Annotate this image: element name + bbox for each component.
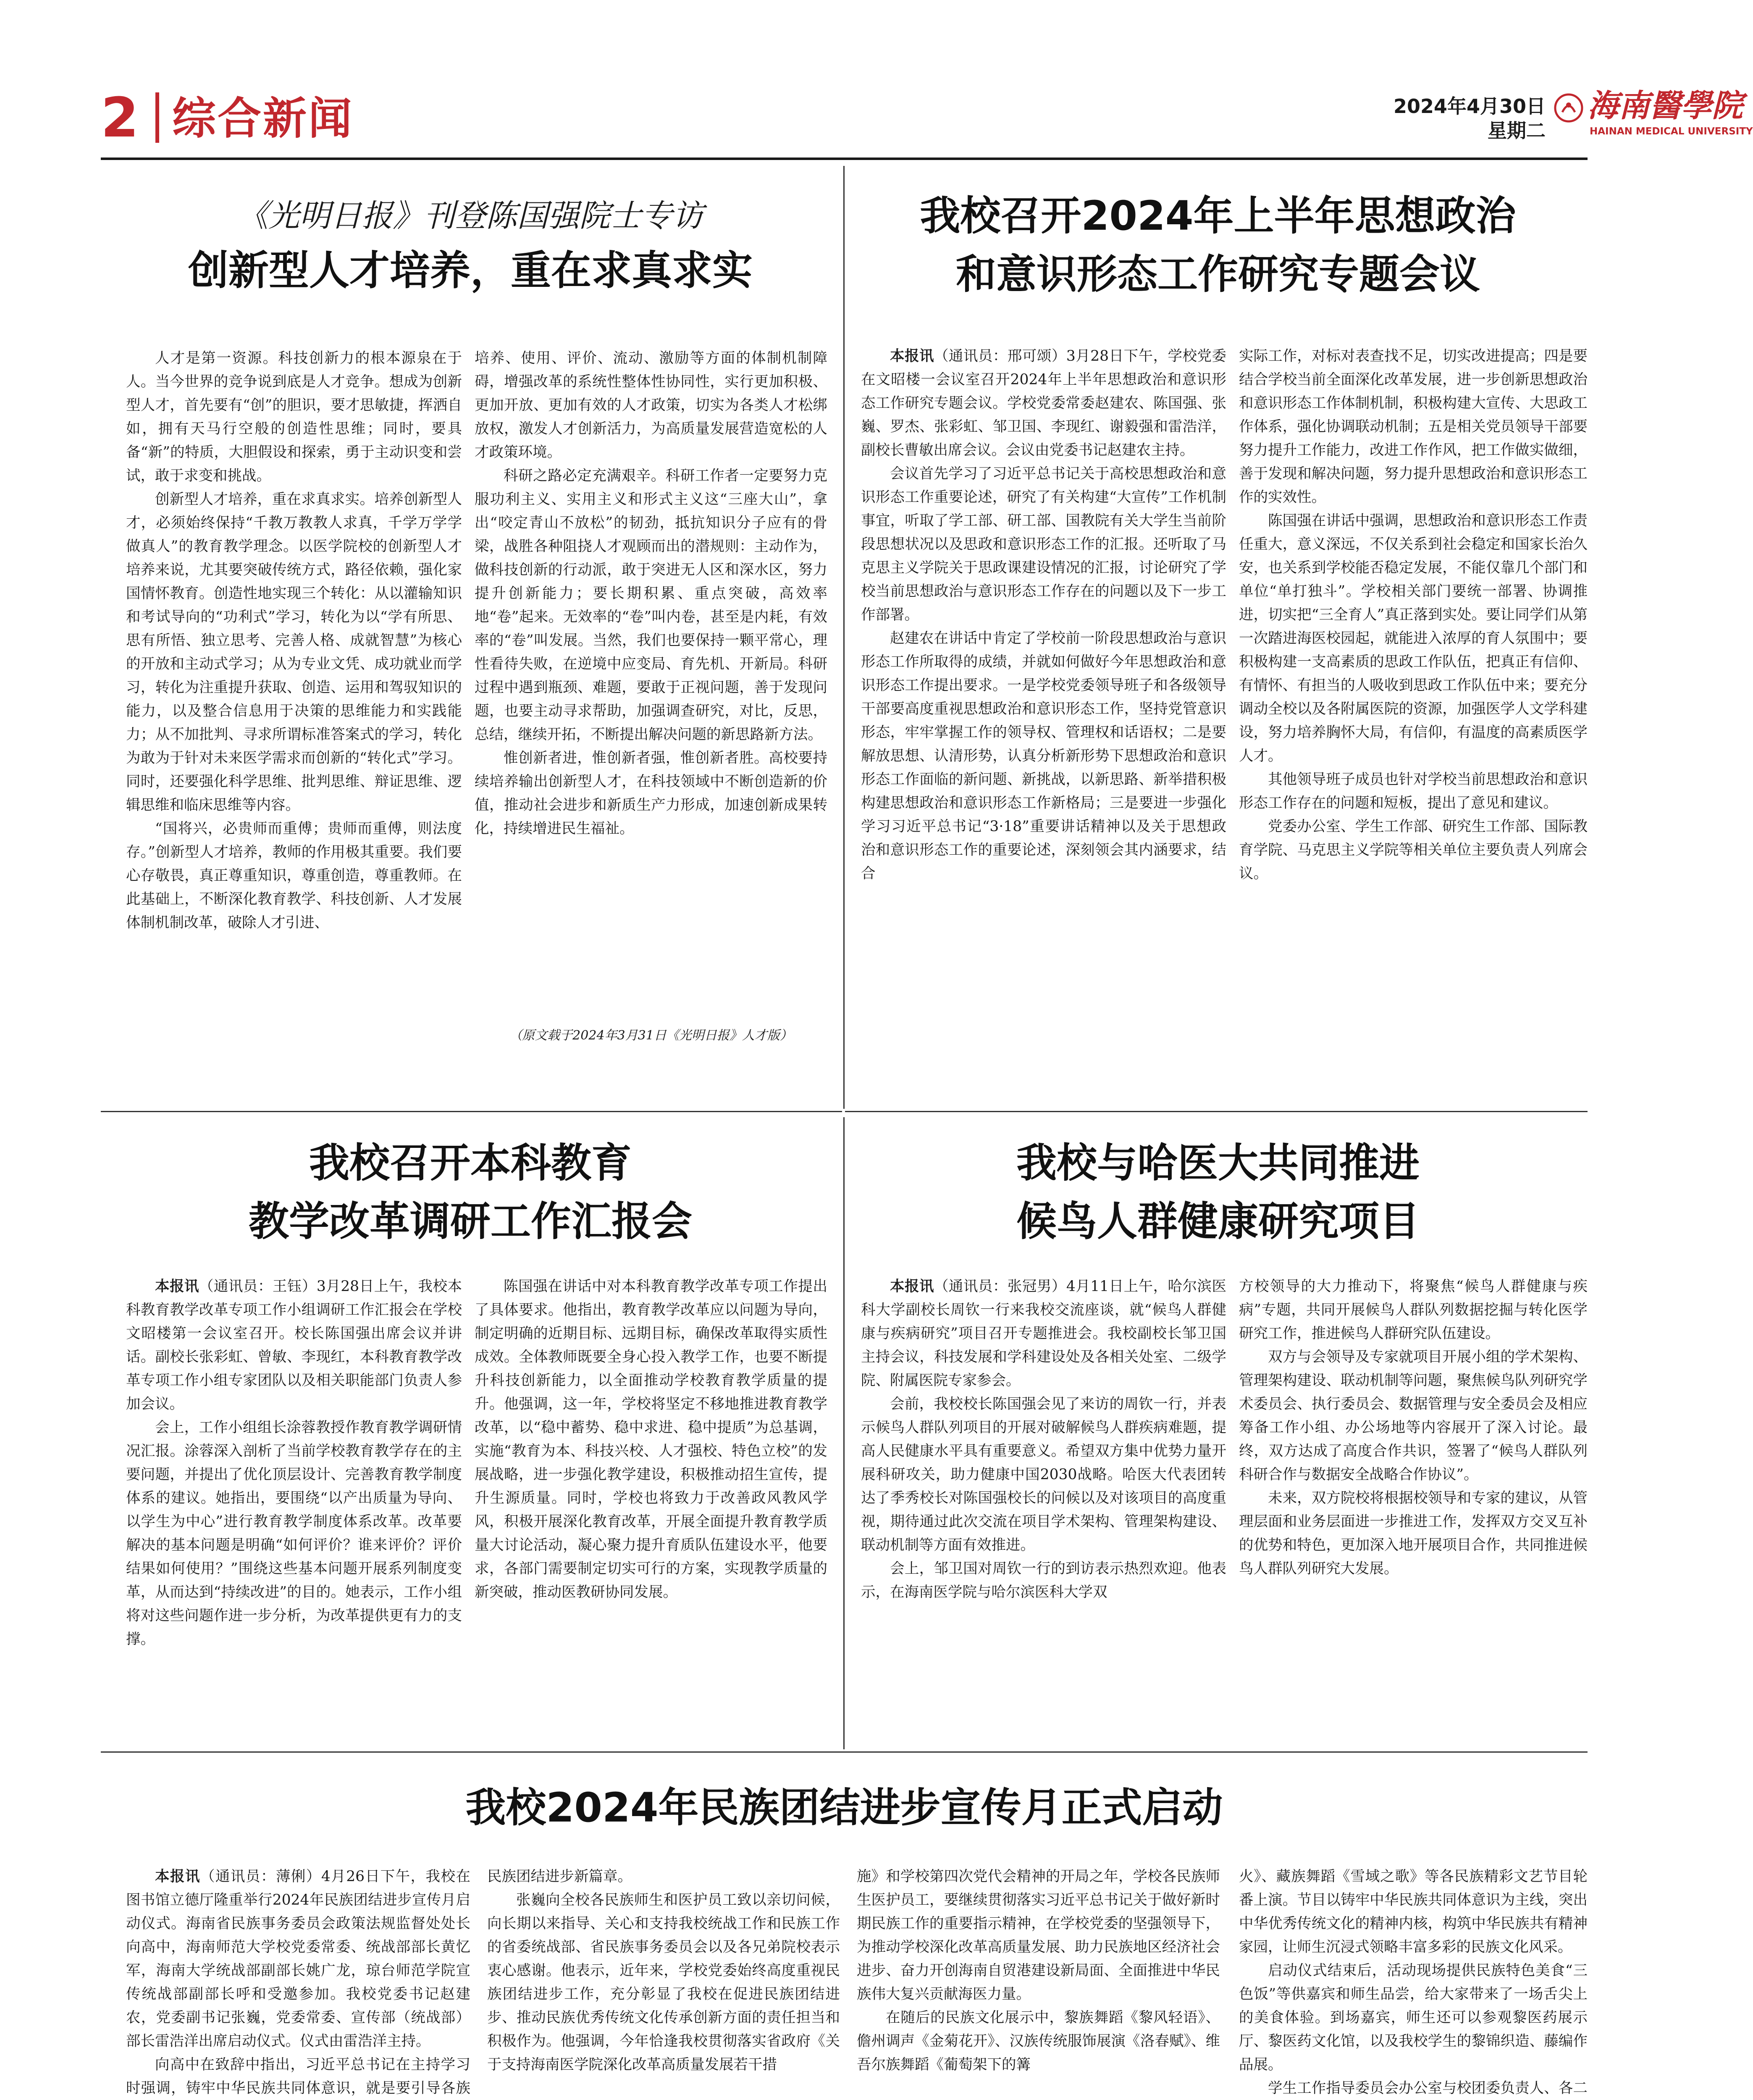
paragraph: 在随后的民族文化展示中，黎族舞蹈《黎风轻语》、儋州调声《金菊花开》、汉族传统服饰展演《洛春赋》、维吾尔族舞蹈《葡萄架下的篝 xyxy=(857,2009,1220,2073)
article2-column-2 xyxy=(1239,344,1588,1075)
paragraph: 实际工作，对标对表查找不足，切实改进提高；四是要结合学校当前全面深化改革发展，进一步创新思想政治和意识形态工作体制机制，积极构建大宣传、大思政工作体系，强化协调联动机制；五是相关党员领导干部要努力提升工作能力，改进工作作风，把工作做实做细，善于发现和解决问题，努力提升思想政治和意识形态工作的实效性。 xyxy=(1239,348,1588,506)
article3-title xyxy=(109,1134,832,1251)
weekday-text: 星期二 xyxy=(1488,119,1546,142)
paragraph: 民族团结进步新篇章。 xyxy=(487,1868,632,1885)
reporter: （通讯员：薄俐） xyxy=(200,1868,321,1885)
section-divider-2 xyxy=(845,1111,1588,1112)
paragraph: 人才是第一资源。科技创新力的根本源泉在于人。当今世界的竞争说到底是人才竞争。想成为创新型人才，首先要有“创”的胆识，要才思敏捷，挥洒自如，拥有天马行空般的创造性思维；同时，要具备“新”的特质，大胆假设和探索，勇于主动识变和尝试，敢于求变和挑战。 xyxy=(126,350,462,484)
issue-date xyxy=(1336,94,1546,143)
article3-column-2 xyxy=(475,1275,827,1741)
article4-title-line1: 我校与哈医大共同推进 xyxy=(1016,1139,1420,1186)
article2-column-1 xyxy=(861,344,1226,1075)
paragraph: 火》、藏族舞蹈《雪域之歌》等各民族精彩文艺节目轮番上演。节目以铸牢中华民族共同体意识为主线，突出中华优秀传统文化的精神内核，构筑中华民族共有精神家园，让师生沉浸式领略丰富多彩的民族文化风采。 xyxy=(1239,1868,1588,1956)
paragraph: 党委办公室、学生工作部、研究生工作部、国际教育学院、马克思主义学院等相关单位主要负责人列席会议。 xyxy=(1239,818,1588,882)
paragraph: 惟创新者进，惟创新者强，惟创新者胜。高校要持续培养输出创新型人才，在科技领域中不断创造新的价值，推动社会进步和新质生产力形成，加速创新成果转化，持续增进民生福祉。 xyxy=(475,750,827,837)
column-divider-middle xyxy=(843,1117,845,1749)
byline: 本报讯 xyxy=(155,1868,200,1885)
article4-title xyxy=(857,1134,1579,1251)
section-title: 综合新闻 xyxy=(172,93,354,144)
paragraph: 会上，工作小组组长涂蓉教授作教育教学调研情况汇报。涂蓉深入剖析了当前学校教育教学存在的主要问题，并提出了优化顶层设计、完善教育教学制度体系的建议。她指出，要围绕“以产出质量为导向、以学生为中心”进行教育教学制度体系改革。改革要解决的基本问题是明确“如何评价？谁来评价？评价结果如何使用？”围绕这些基本问题开展系列制度变革，从而达到“持续改进”的目的。她表示，工作小组将对这些问题作进一步分析，为改革提供更有力的支撑。 xyxy=(126,1419,462,1648)
page-number: 2 xyxy=(101,86,139,150)
paragraph: 其他领导班子成员也针对学校当前思想政治和意识形态工作存在的问题和短板，提出了意见和建议。 xyxy=(1239,771,1588,811)
article1-source-note: （原文载于2024年3月31日《光明日报》人才版） xyxy=(509,1028,793,1043)
byline: 本报讯 xyxy=(890,1278,934,1295)
paragraph: 创新型人才培养，重在求真求实。培养创新型人才，必须始终保持“千教万教教人求真，千学万学学做真人”的教育教学理念。以医学院校的创新型人才培养来说，尤其要突破传统方式，路径依赖，强化家国情怀教育。创造性地实现三个转化：从以灌输知识和考试导向的“功利式”学习，转化为以“学有所思、思有所悟、独立思考、完善人格、成就智慧”为核心的开放和主动式学习；从为专业文凭、成功就业而学习，转化为注重提升获取、创造、运用和驾驭知识的能力，以及整合信息用于决策的思维能力和实践能力；从不加批判、寻求所谓标准答案式的学习，转化为敢为于针对未来医学需求而创新的“转化式”学习。同时，还要强化科学思维、批判思维、辩证思维、逻辑思维和临床思维等内容。 xyxy=(126,491,462,814)
article4-column-2 xyxy=(1239,1275,1588,1741)
column-divider-top xyxy=(843,166,845,1109)
school-name-en: HAINAN MEDICAL UNIVERSITY xyxy=(1590,126,1753,137)
article2-title xyxy=(857,187,1579,304)
masthead-rule xyxy=(101,158,1588,160)
paragraph: 本报讯（通讯员：薄俐）4月26日下午，我校在图书馆立德厅隆重举行2024年民族团结进步宣传月启动仪式。海南省民族事务委员会政策法规监督处处长向高中，海南师范大学校党委常委、统战部部长黄忆军，海南大学统战部副部长姚广龙，琼台师范学院宣传统战部副部长呼和受邀参加。我校党委书记赵建农，党委副书记张巍，党委常委、宣传部（统战部）部长雷浩洋出席启动仪式。仪式由雷浩洋主持。 xyxy=(126,1868,470,2050)
article3-title-line1: 我校召开本科教育 xyxy=(309,1139,632,1186)
masthead-divider xyxy=(155,92,159,143)
paragraph: “国将兴，必贵师而重傅；贵师而重傅，则法度存。”创新型人才培养，教师的作用极其重要。我们要心存敬畏，真正尊重知识，尊重创造，尊重教师。在此基础上，不断深化教育教学、科技创新、人才发展体制机制改革，破除人才引进、 xyxy=(126,820,462,931)
paragraph: 双方与会领导及专家就项目开展小组的学术架构、管理架构建设、联动机制等问题，聚焦候鸟队列研究学术委员会、执行委员会、数据管理与安全委员会及相应筹备工作小组、办公场地等内容展开了深入讨论。最终，双方达成了高度合作共识，签署了“候鸟人群队列科研合作与数据安全战略合作协议”。 xyxy=(1239,1349,1588,1483)
article4-title-line2: 候鸟人群健康研究项目 xyxy=(1016,1198,1420,1245)
article2-title-line2: 和意识形态工作研究专题会议 xyxy=(956,251,1480,298)
article1-title: 创新型人才培养，重在求真求实 xyxy=(188,247,753,294)
school-logo-icon xyxy=(1554,93,1583,123)
article1-kicker: 《光明日报》刊登陈国强院士专访 xyxy=(237,198,703,234)
school-name: 海南醫學院 xyxy=(1588,88,1743,124)
reporter: （通讯员：邢可颂） xyxy=(934,348,1066,365)
paragraph: 会前，我校校长陈国强会见了来访的周钦一行，并表示候鸟人群队列项目的开展对破解候鸟人群疾病难题，提高人民健康水平具有重要意义。希望双方集中优势力量开展科研攻关，助力健康中国2030战略。哈医大代表团转达了季秀校长对陈国强校长的问候以及对该项目的高度重视，期待通过此次交流在项目学术架构、管理架构建设、联动机制等方面有效推进。 xyxy=(861,1396,1226,1554)
paragraph: 会上，邹卫国对周钦一行的到访表示热烈欢迎。他表示，在海南医学院与哈尔滨医科大学双 xyxy=(861,1560,1226,1601)
reporter: （通讯员：王钰） xyxy=(199,1278,317,1295)
paragraph: 陈国强在讲话中强调，思想政治和意识形态工作责任重大，意义深远，不仅关系到社会稳定和国家长治久安，也关系到学校能否稳定发展，不能仅靠几个部门和单位“单打独斗”。学校相关部门要统一部署、协调推进，切实把“三全育人”真正落到实处。要让同学们从第一次踏进海医校园起，就能进入浓厚的育人氛围中；要积极构建一支高素质的思政工作队伍，把真正有信仰、有情怀、有担当的人吸收到思政工作队伍中来；要充分调动全校以及各附属医院的资源，加强医学人文学科建设，努力培养胸怀大局，有信仰，有温度的高素质医学人才。 xyxy=(1239,512,1588,764)
paragraph: 科研之路必定充满艰辛。科研工作者一定要努力克服功利主义、实用主义和形式主义这“三座大山”，拿出“咬定青山不放松”的韧劲，抵抗知识分子应有的骨梁，战胜各种阻挠人才观顾而出的潜规则：主动作为，做科技创新的行动派，敢于突进无人区和深水区，努力提升创新能力；要长期积累、重点突破，高效率地“卷”起来。无效率的“卷”叫内卷，甚至是内耗，有效率的“卷”叫发展。当然，我们也要保持一颗平常心，理性看待失败，在逆境中应变局、育先机、开新局。科研过程中遇到瓶颈、难题，要敢于正视问题，善于发现问题，也要主动寻求帮助，加强调查研究，对比，反思，总结，继续开拓，不断提出解决问题的新思路新方法。 xyxy=(475,467,827,743)
article3-title-line2: 教学改革调研工作汇报会 xyxy=(249,1198,692,1245)
section-divider-3 xyxy=(101,1751,1588,1753)
paragraph: 学生工作指导委员会办公室与校团委负责人、各二 xyxy=(1268,2080,1588,2097)
paragraph: 本报讯（通讯员：张冠男）4月11日上午，哈尔滨医科大学副校长周钦一行来我校交流座谈，就“候鸟人群健康与疾病研究”项目召开专题推进会。我校副校长邹卫国主持会议，科技发展和学科建设处及各相关处室、二级学院、附属医院专家参会。 xyxy=(861,1278,1226,1389)
paragraph: 未来，双方院校将根据校领导和专家的建议，从管理层面和业务层面进一步推进工作，发挥双方交叉互补的优势和特色，更加深入地开展项目合作，共同推进候鸟人群队列研究大发展。 xyxy=(1239,1490,1588,1577)
paragraph: 赵建农在讲话中肯定了学校前一阶段思想政治与意识形态工作所取得的成绩，并就如何做好今年思想政治和意识形态工作提出要求。一是学校党委领导班子和各级领导干部要高度重视思想政治和意识形态工作，坚持党管意识形态，牢牢掌握工作的领导权、管理权和话语权；二是要解放思想、认清形势，认真分析新形势下思想政治和意识形态工作面临的新问题、新挑战，以新思路、新举措积极构建思想政治和意识形态工作新格局；三是要进一步强化学习习近平总书记“3·18”重要讲话精神以及关于思想政治和意识形态工作的重要论述，深刻领会其内涵要求，结合 xyxy=(861,630,1226,882)
section-divider-1 xyxy=(101,1111,842,1112)
paragraph: 陈国强在讲话中对本科教育教学改革专项工作提出了具体要求。他指出，教育教学改革应以问题为导向，制定明确的近期目标、远期目标，确保改革取得实质性成效。全体教师既要全身心投入教学工作，也要不断提升科技创新能力，以全面推动学校教育教学质量的提升。他强调，这一年，学校将坚定不移地推进教育教学改革，以“稳中蓄势、稳中求进、稳中提质”为总基调，实施“教育为本、科技兴校、人才强校、特色立校”的发展战略，进一步强化教学建设，积极推动招生宣传，提升生源质量。同时，学校也将致力于改善政风教风学风，积极开展深化教育改革，开展全面提升教育教学质量大讨论活动，凝心聚力提升育质队伍建设水平，他要求，各部门需要制定切实可行的方案，实现教学质量的新突破，推动医教研协同发展。 xyxy=(475,1278,827,1601)
paragraph: 方校领导的大力推动下，将聚焦“候鸟人群健康与疾病”专题，共同开展候鸟人群队列数据挖掘与转化医学研究工作，推进候鸟人群研究队伍建设。 xyxy=(1239,1278,1588,1342)
paragraph: 张巍向全校各民族师生和医护员工致以亲切问候，向长期以来指导、关心和支持我校统战工作和民族工作的省委统战部、省民族事务委员会以及各兄弟院校表示衷心感谢。他表示，近年来，学校党委始终高度重视民族团结进步工作，充分彰显了我校在促进民族团结进步、推动民族优秀传统文化传承创新方面的责任担当和积极作为。他强调，今年恰逢我校贯彻落实省政府《关于支持海南医学院深化改革高质量发展若干措 xyxy=(487,1892,840,2073)
article1-column-1 xyxy=(126,346,462,1042)
article5-column-2 xyxy=(487,1865,840,2100)
paragraph: 本报讯（通讯员：王钰）3月28日上午，我校本科教育教学改革专项工作小组调研工作汇报会在学校文昭楼第一会议室召开。校长陈国强出席会议并讲话。副校长张彩虹、曾敏、李现红，本科教育教学改革专项工作小组专家团队以及相关职能部门负责人参加会议。 xyxy=(126,1278,462,1412)
article5-column-1 xyxy=(126,1865,470,2100)
paragraph: 培养、使用、评价、流动、激励等方面的体制机制障碍，增强改革的系统性整体性协同性，实行更加积极、更加开放、更加有效的人才政策，切实为各类人才松绑放权，激发人才创新活力，为高质量发展营造宽松的人才政策环境。 xyxy=(475,350,827,461)
reporter: （通讯员：张冠男） xyxy=(934,1278,1066,1295)
byline: 本报讯 xyxy=(890,348,934,365)
article4-column-1 xyxy=(861,1275,1226,1741)
byline: 本报讯 xyxy=(155,1278,199,1295)
paragraph: 会议首先学习了习近平总书记关于高校思想政治和意识形态工作重要论述，研究了有关构建“大宣传”工作机制事宜，听取了学工部、研工部、国教院有关大学生当前阶段思想状况以及思政和意识形态工作的汇报。还听取了马克思主义学院关于思政课建设情况的汇报，讨论研究了学校当前思想政治与意识形态工作存在的问题以及下一步工作部署。 xyxy=(861,465,1226,623)
article2-title-line1: 我校召开2024年上半年思想政治 xyxy=(920,192,1516,239)
paragraph: 向高中在致辞中指出，习近平总书记在主持学习时强调，铸牢中华民族共同体意识，就是要引导各族 xyxy=(126,2056,470,2097)
date-text: 2024年4月30日 xyxy=(1393,95,1546,118)
article5-title: 我校2024年民族团结进步宣传月正式启动 xyxy=(465,1784,1223,1831)
article3-column-1 xyxy=(126,1275,462,1741)
article5-column-4 xyxy=(1239,1865,1588,2100)
paragraph: 本报讯（通讯员：邢可颂）3月28日下午，学校党委在文昭楼一会议室召开2024年上半年思想政治和意识形态工作研究专题会议。学校党委常委赵建农、陈国强、张巍、罗杰、张彩虹、邹卫国、李现红、谢毅强和雷浩洋，副校长曹敏出席会议。会议由党委书记赵建农主持。 xyxy=(861,348,1226,459)
article5-column-3 xyxy=(857,1865,1220,2100)
paragraph: 启动仪式结束后，活动现场提供民族特色美食“三色饭”等供嘉宾和师生品尝，给大家带来了一场舌尖上的美食体验。到场嘉宾，师生还可以参观黎医药展示厅、黎医药文化馆，以及我校学生的黎锦织造、藤编作品展。 xyxy=(1239,1962,1588,2073)
paragraph: 施》和学校第四次党代会精神的开局之年，学校各民族师生医护员工，要继续贯彻落实习近平总书记关于做好新时期民族工作的重要指示精神，在学校党委的坚强领导下，为推动学校深化改革高质量发展、助力民族地区经济社会进步、奋力开创海南自贸港建设新局面、全面推进中华民族伟大复兴贡献海医力量。 xyxy=(857,1868,1220,2003)
article1-column-2 xyxy=(475,346,827,976)
